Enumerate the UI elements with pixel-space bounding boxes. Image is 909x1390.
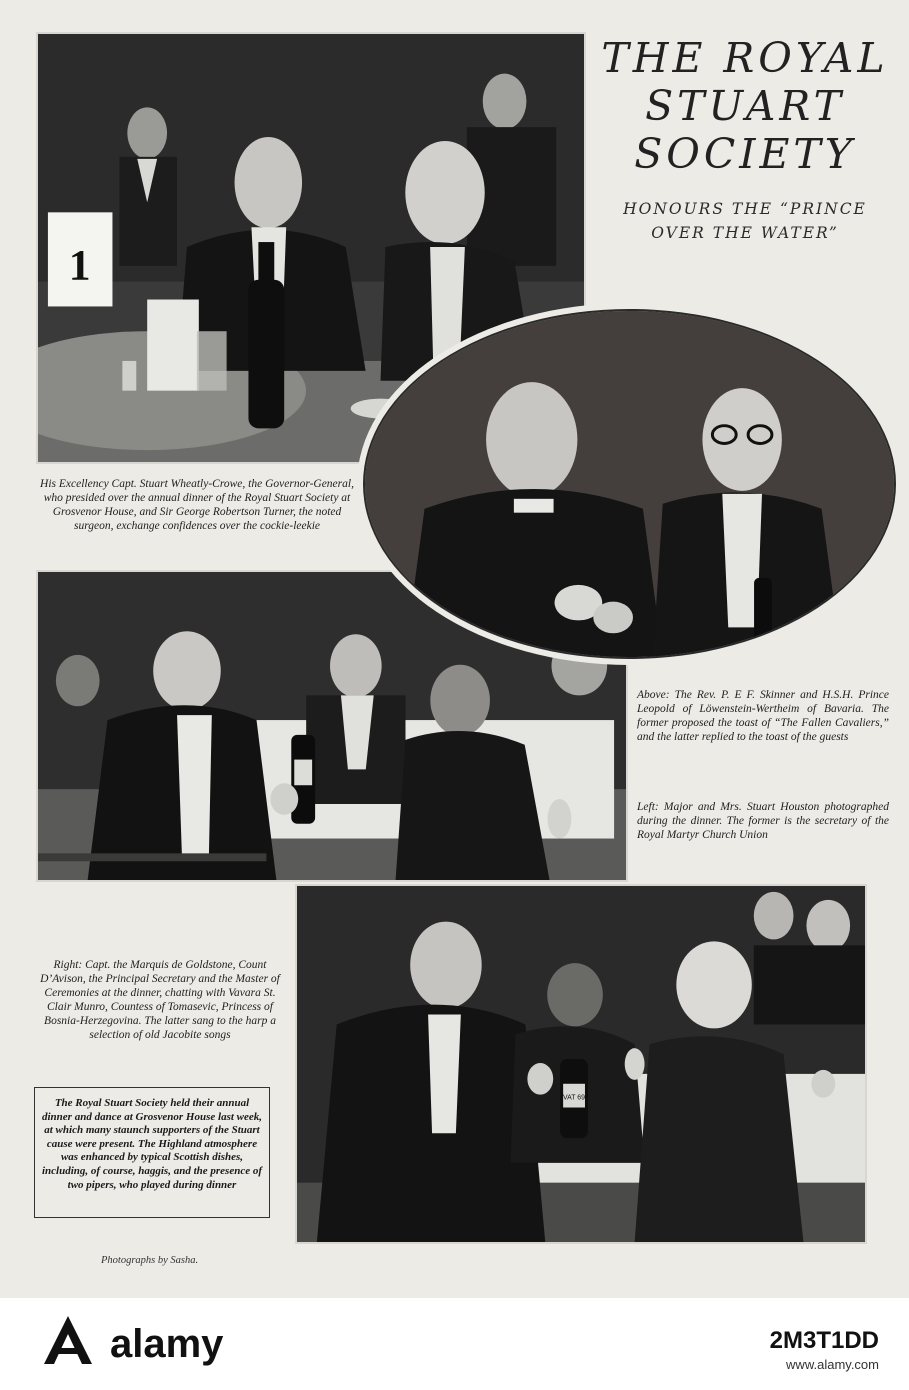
photo-bottom-right	[295, 884, 867, 1244]
summary-box	[34, 1087, 270, 1218]
photo-oval	[363, 309, 896, 659]
alamy-logo-icon	[38, 1310, 98, 1370]
subtitle-line: HONOURS THE “PRINCE	[623, 200, 867, 218]
alamy-logo-text: alamy	[110, 1322, 224, 1366]
title-line: THE ROYAL	[601, 34, 889, 82]
caption-bottom-right: Right: Capt. the Marquis de Goldstone, Count D’Avison, the Principal Secretary and the Master of Ceremonies at the dinner, chatting with Vavara St. Clair Munro, Countess of Tomasevic, Princess of Bosnia-Herzegovina. The latter sang to the harp a selection of old Jacobite songs	[40, 959, 280, 1041]
article-title	[600, 34, 890, 178]
bottle-label: VAT 69	[563, 1094, 586, 1102]
footer-info	[770, 1327, 879, 1373]
caption-middle-left: Left: Major and Mrs. Stuart Houston photographed during the dinner. The former is the secretary of the Royal Martyr Church Union	[637, 801, 889, 841]
article-subtitle	[600, 197, 890, 245]
caption-oval: Above: The Rev. P. E F. Skinner and H.S.H. Prince Leopold of Löwenstein-Wertheim of Bavaria. The former proposed the toast of “The Fallen Cavaliers,” and the latter replied to the toast of the guests	[637, 689, 889, 743]
table-number: 1	[68, 241, 91, 290]
title-line: STUART	[645, 82, 845, 130]
photo-credit: Photographs by Sasha.	[101, 1255, 199, 1266]
summary-text: The Royal Stuart Society held their annual dinner and dance at Grosvenor House last week, at which many staunch supporters of the Stuart cause were present. The Highland atmosphere was enhanced by typical Scottish dishes, including, of course, haggis, and the presence of two pipers, who played during dinner	[42, 1097, 263, 1191]
subtitle-line: OVER THE WATER”	[651, 224, 839, 242]
image-id: 2M3T1DD	[769, 1327, 879, 1354]
caption-top-left: His Excellency Capt. Stuart Wheatly-Crowe, the Governor-General, who presided over the annual dinner of the Royal Stuart Society at Grosvenor House, and Sir George Robertson Turner, the noted surgeon, exchange confidences over the cockie-leekie	[40, 478, 354, 532]
title-line: SOCIETY	[634, 130, 856, 178]
footer-url[interactable]: www.alamy.com	[786, 1357, 879, 1372]
